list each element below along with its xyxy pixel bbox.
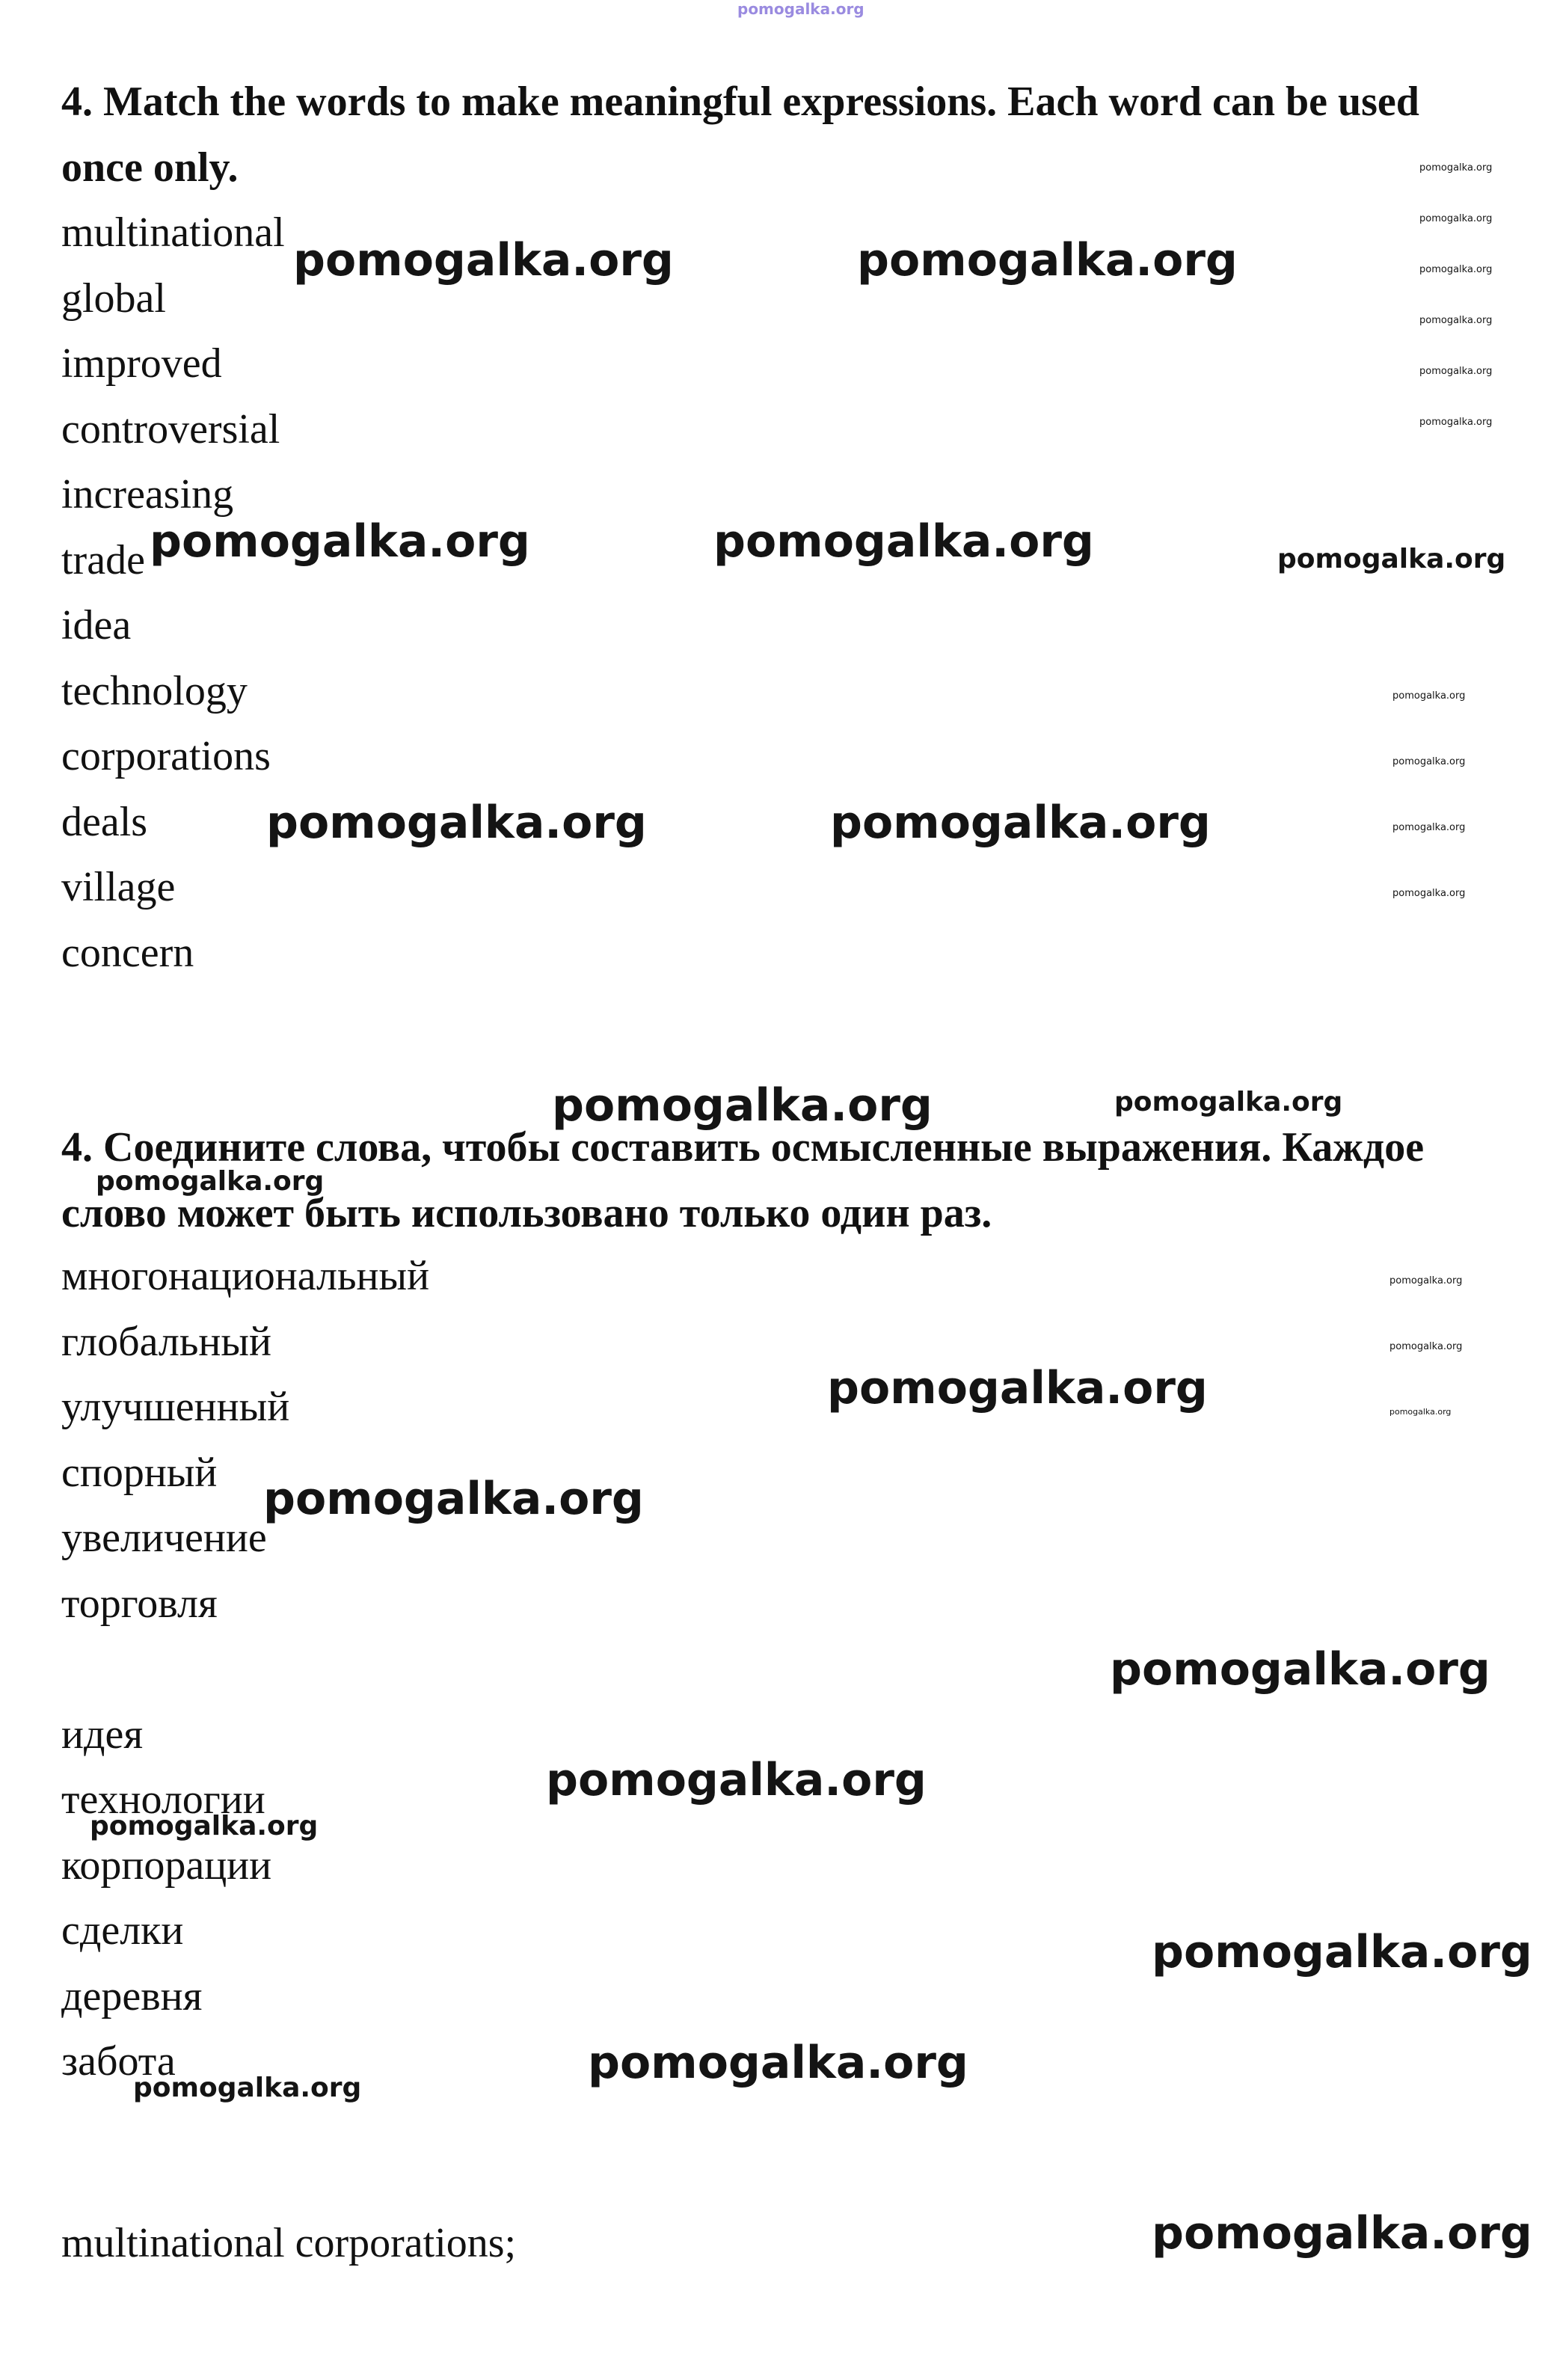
watermark: pomogalka.org xyxy=(1419,264,1493,275)
word-item: увеличение xyxy=(61,1515,267,1561)
word-item: сделки xyxy=(61,1907,184,1954)
watermark: pomogalka.org xyxy=(1392,822,1466,833)
word-item: деревня xyxy=(61,1972,203,2019)
word-item: идея xyxy=(61,1711,144,1758)
watermark: pomogalka.org xyxy=(1152,2207,1532,2260)
word-item: village xyxy=(61,864,176,910)
watermark: pomogalka.org xyxy=(588,2037,968,2089)
watermark: pomogalka.org xyxy=(1114,1087,1343,1117)
word-item: concern xyxy=(61,929,194,976)
watermark: pomogalka.org xyxy=(737,0,865,18)
word-item: improved xyxy=(61,340,222,387)
watermark: pomogalka.org xyxy=(552,1079,933,1132)
watermark: pomogalka.org xyxy=(96,1166,325,1197)
watermark: pomogalka.org xyxy=(150,515,530,568)
word-item: спорный xyxy=(61,1449,218,1496)
word-item: забота xyxy=(61,2038,176,2085)
word-item: global xyxy=(61,275,166,322)
watermark: pomogalka.org xyxy=(1277,544,1506,574)
word-item: multinational xyxy=(61,209,285,256)
watermark: pomogalka.org xyxy=(1110,1643,1490,1696)
word-item: улучшенный xyxy=(61,1384,290,1430)
watermark: pomogalka.org xyxy=(1389,1275,1463,1286)
word-item: технологии xyxy=(61,1776,265,1823)
watermark: pomogalka.org xyxy=(90,1811,319,1841)
watermark: pomogalka.org xyxy=(1392,888,1466,899)
watermark: pomogalka.org xyxy=(546,1754,927,1806)
exercise-heading-en: 4. Match the words to make meaningful expressions. Each word can be used once only. xyxy=(61,79,1419,191)
word-item: корпорации xyxy=(61,1841,272,1889)
watermark: pomogalka.org xyxy=(1152,1926,1532,1978)
word-item: idea xyxy=(61,602,132,648)
word-item xyxy=(61,1637,429,1702)
exercise-heading-ru: 4. Соедините слова, чтобы составить осмысленные выражения. Каждое слово может быть использовано только один раз. xyxy=(61,1124,1425,1236)
word-item: торговля xyxy=(61,1580,218,1627)
word-item: trade xyxy=(61,536,145,583)
watermark: pomogalka.org xyxy=(1419,162,1493,174)
word-item: deals xyxy=(61,798,148,845)
watermark: pomogalka.org xyxy=(1389,1341,1463,1352)
watermark: pomogalka.org xyxy=(1419,213,1493,224)
watermark: pomogalka.org xyxy=(266,797,647,849)
answer-line: multinational corporations; xyxy=(61,2220,517,2266)
watermark: pomogalka.org xyxy=(1392,756,1466,767)
word-list-ru xyxy=(61,1244,429,2095)
watermark: pomogalka.org xyxy=(1419,315,1493,326)
word-item: increasing xyxy=(61,471,234,518)
word-item: controversial xyxy=(61,405,280,453)
watermark: pomogalka.org xyxy=(1389,1407,1452,1417)
watermark: pomogalka.org xyxy=(857,234,1238,286)
watermark: pomogalka.org xyxy=(1419,417,1493,428)
watermark: pomogalka.org xyxy=(133,2073,362,2103)
watermark: pomogalka.org xyxy=(1392,690,1466,702)
watermark: pomogalka.org xyxy=(263,1473,644,1525)
watermark: pomogalka.org xyxy=(830,797,1211,849)
watermark: pomogalka.org xyxy=(713,515,1094,568)
word-item: corporations xyxy=(61,733,271,779)
word-item: technology xyxy=(61,667,248,714)
word-item: многонациональный xyxy=(61,1253,430,1299)
word-item: глобальный xyxy=(61,1318,271,1365)
watermark: pomogalka.org xyxy=(1419,366,1493,377)
watermark: pomogalka.org xyxy=(827,1362,1208,1414)
word-list-en xyxy=(61,200,285,986)
watermark: pomogalka.org xyxy=(293,234,674,286)
